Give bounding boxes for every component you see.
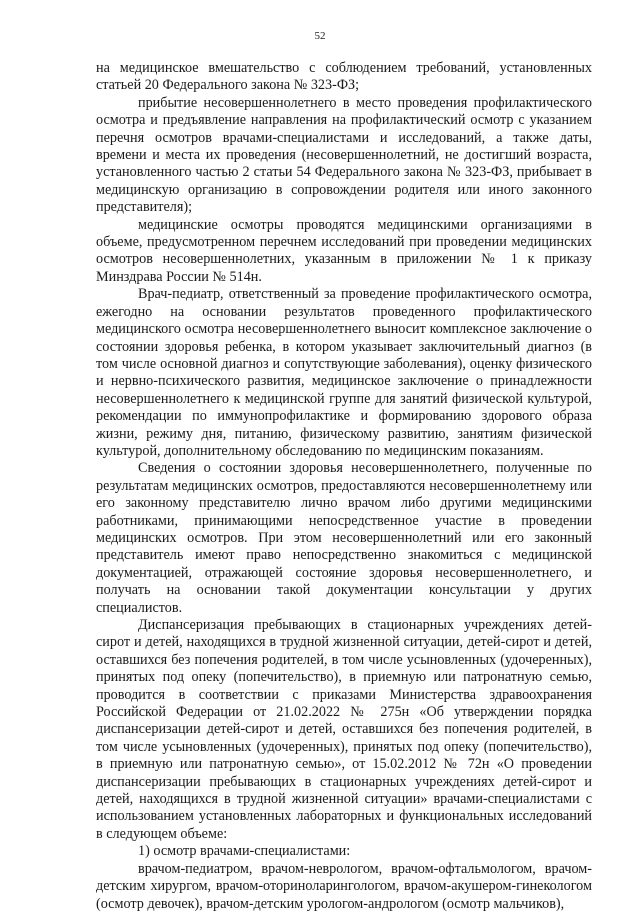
paragraph-specialist-list: врачом-педиатром, врачом-неврологом, врачом-офтальмологом, врачом-детским хирургом, врачом-оториноларингологом, врачом-акушером-гинекологом (осмотр девочек), врачом-детским урологом-андрологом (осмотр мальчиков), <box>96 860 592 912</box>
paragraph-health-information: Сведения о состоянии здоровья несовершеннолетнего, полученные по результатам медицинских осмотров, предоставляются несовершеннолетнему или его законному представителю лично врачом либо другими медицинскими работниками, принимающими непосредственное участие в проведении медицинских осмотров. При этом несовершеннолетний или его законный представитель имеют право непосредственно знакомиться с медицинской документацией, отражающей состояние здоровья несовершеннолетнего, и получать на основании такой документации консультации у других специалистов. <box>96 460 592 616</box>
list-item-specialist-exam: 1) осмотр врачами-специалистами: <box>138 843 351 860</box>
paragraph-arrival-requirements: прибытие несовершеннолетнего в место проведения профилактического осмотра и предъявление направления на профилактический осмотр с указанием перечня осмотров врачами-специалистами и исследований, а также даты, времени и места их проведения (несовершеннолетний, не достигший возраста, установленного частью 2 статьи 54 Федерального закона № 323-ФЗ, прибывает в медицинскую организацию в сопровождении родителя или иного законного представителя); <box>96 94 592 216</box>
paragraph-orphan-dispensarization: Диспансеризация пребывающих в стационарных учреждениях детей-сирот и детей, находящихся в трудной жизненной ситуации, детей-сирот и детей, оставшихся без попечения родителей, в том числе усыновленных (удочеренных), принятых под опеку (попечительство), в приемную или патронатную семью, проводится в соответствии с приказами Министерства здравоохранения Российской Федерации от 21.02.2022 № 275н «Об утверждении порядка диспансеризации детей-сирот и детей, оставшихся без попечения родителей, в том числе усыновленных (удочеренных), принятых под опеку (попечительство), в приемную или патронатную семью», от 15.02.2012 № 72н «О проведении диспансеризации пребывающих в стационарных учреждениях детей-сирот и детей, находящихся в трудной жизненной ситуации» врачами-специалистами с использованием установленных лабораторных и функциональных исследований в следующем объеме: <box>96 617 592 842</box>
paragraph-consent-continuation: на медицинское вмешательство с соблюдением требований, установленных статьей 20 Федерального закона № 323-ФЗ; <box>96 60 592 94</box>
document-body <box>96 60 592 913</box>
paragraph-exam-scope: медицинские осмотры проводятся медицинскими организациями в объеме, предусмотренном перечнем исследований при проведении медицинских осмотров несовершеннолетних, указанным в приложении № 1 к приказу Минздрава России № 514н. <box>96 216 592 285</box>
paragraph-pediatrician-conclusion: Врач-педиатр, ответственный за проведение профилактического осмотра, ежегодно на основании результатов проведенного профилактического медицинского осмотра несовершеннолетнего выносит комплексное заключение о состоянии здоровья ребенка, в котором указывает заключительный диагноз (в том числе основной диагноз и сопутствующие заболевания), оценку физического и нервно-психического развития, медицинское заключение о принадлежности несовершеннолетнего к медицинской группе для занятий физической культурой, рекомендации по иммунопрофилактике и формированию здорового образа жизни, режиму дня, питанию, физическому развитию, занятиям физической культурой, дополнительному обследованию по медицинским показаниям. <box>96 286 592 459</box>
page-number: 52 <box>314 30 326 42</box>
